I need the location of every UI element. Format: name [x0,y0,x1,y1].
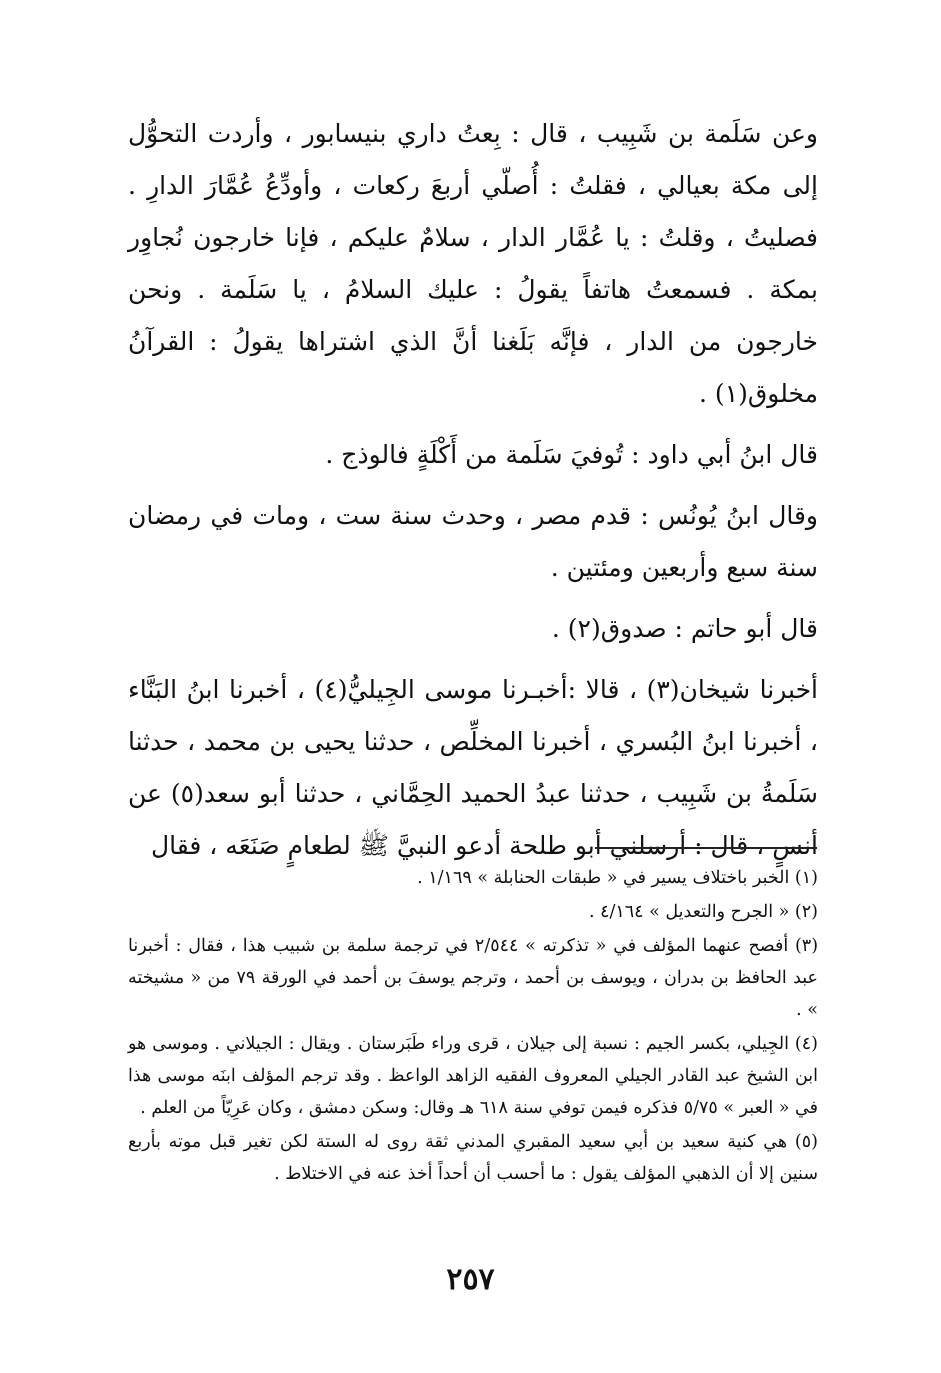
footnotes [128,862,818,1190]
main-text [128,108,818,872]
paragraph-abu-hatim: قال أبو حاتم : صدوق(٢) . [551,614,818,643]
paragraph-ibn-yunus: وقال ابنُ يُونُس : قدم مصر ، وحدث سنة ست ، ومات في رمضان سنة سبع وأربعين ومئتين . [128,501,818,582]
footnote-separator [595,847,817,849]
footnote-5: (٥) هي كنية سعيد بن أبي سعيد المقبري المدني ثقة روى له الستة لكن تغير قبل موته بأربع سنين إلا أن الذهبي المؤلف يقول : ما أحسب أن أحداً أخذ عنه في الاختلاط . [128,1132,818,1184]
paragraph-ibn-abi-dawud: قال ابنُ أبي داود : تُوفيَ سَلَمة من أَكْلَةٍ فالوذج . [325,440,818,469]
page-number: ٢٥٧ [446,1262,495,1297]
footnote-2: (٢) « الجرح والتعديل » ٤/١٦٤ . [588,902,818,922]
paragraph-isnad: أخبرنا شيخان(٣) ، قالا :أخبـرنا موسى الجِيليُّ(٤) ، أخبرنا ابنُ البَنَّاء ، أخبرنا ابنُ البُسري ، أخبرنا المخلِّص ، حدثنا يحيى بن محمد ، حدثنا سَلَمةُ بن شَبِيب ، حدثنا عبدُ الحميد الحِمَّاني ، حدثنا أبو سعد(٥) عن أنسٍ ، قال : أرسلني أبو طلحة أدعو النبيَّ ﷺ لطعامٍ صَنَعَه ، فقال [128,675,818,860]
footnote-4: (٤) الجِيلي، بكسر الجيم : نسبة إلى جيلان ، قرى وراء طَبَرستان . ويقال : الجيلاني . وموسى هو ابن الشيخ عبد القادر الجيلي المعروف الفقيه الزاهد الواعظ . وقد ترجم المؤلف ابنَه موسى هذا في « العبر » ٥/٧٥ فذكره فيمن توفي سنة ٦١٨ هـ وقال: وسكن دمشق ، وكان عَرِيّاً من العلم . [128,1034,818,1118]
footnote-3: (٣) أفصح عنهما المؤلف في « تذكرته » ٢/٥٤٤ في ترجمة سلمة بن شبيب هذا ، فقال : أخبرنا عبد الحافظ بن بدران ، ويوسف بن أحمد ، وترجم يوسفَ بن أحمد في الورقة ٧٩ من « مشيخته » . [128,936,819,1020]
paragraph-salama-story: وعن سَلَمة بن شَبِيب ، قال : بِعتُ داري بنيسابور ، وأردت التحوُّل إلى مكة بعيالي ، فقلتُ : أُصلّي أربعَ ركعات ، وأودِّعُ عُمَّارَ الدارِ . فصليتُ ، وقلتُ : يا عُمَّار الدار ، سلامٌ عليكم ، فإنا خارجون نُجاوِر بمكة . فسمعتُ هاتفاً يقولُ : عليك السلامُ ، يا سَلَمة . ونحن خارجون من الدار ، فإنَّه بَلَغنا أنَّ الذي اشتراها يقولُ : القرآنُ مخلوق(١) . [128,119,818,408]
footnote-1: (١) الخبر باختلاف يسير في « طبقات الحنابلة » ١/١٦٩ . [417,868,818,888]
